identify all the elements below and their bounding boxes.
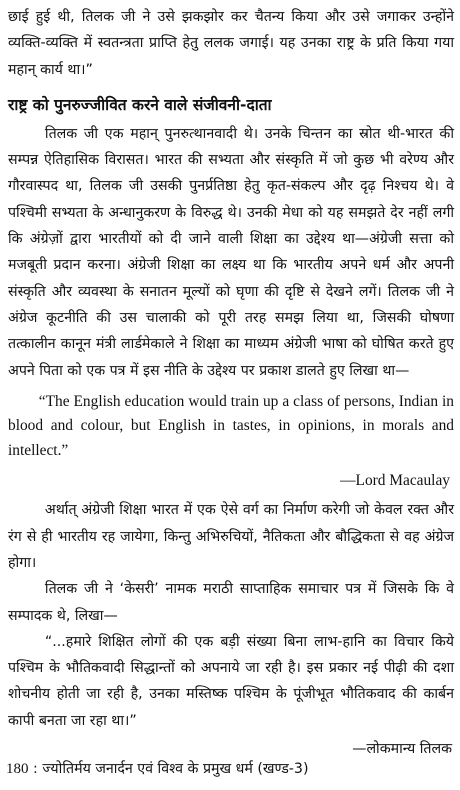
footer-separator: : bbox=[33, 761, 38, 777]
kesari-quote-paragraph: “...हमारे शिक्षित लोगों की एक बड़ी संख्या बिना लाभ-हानि का विचार किये पश्चिम के भौतिकवादी सिद्धान्तों को अपनाये जा रही है। इस प्रकार नई पीढ़ी की दशा शोचनीय होती जा रही है, उनका मस्तिष्क पश्चिम के पूंजीभूत भौतिकवाद की कार्बन कापी बनता जा रहा था।” bbox=[8, 633, 454, 729]
page-number: 180 bbox=[6, 761, 29, 777]
body-paragraph: तिलक जी एक महान् पुनरुत्थानवादी थे। उनके चिन्तन का स्रोत थी-भारत की सम्पन्न ऐतिहासिक विरासत। भारत की सभ्यता और संस्कृति में जो कुछ भी वरेण्य और गौरवास्पद था, तिलक जी उसकी पुनर्प्रतिष्ठा हेतु कृत-संकल्प और दृढ़ निश्चय थे। वे पश्चिमी सभ्यता के अन्धानुकरण के विरुद्ध थे। उनकी मेधा को यह समझते देर नहीं लगी कि अंग्रेज़ों द्वारा भारतीयों को दी जाने वाली शिक्षा का उद्देश्य था—अंग्रेजी सत्ता को मजबूती प्रदान करना। अंग्रेजी शिक्षा का लक्ष्य था कि भारतीय अपने धर्म और अपनी संस्कृति और व्यवस्था के सनातन मूल्यों को घृणा की दृष्टि से देखने लगें। तिलक जी ने अंग्रेज कूटनीति की उस चालाकी को पूरी तरह समझ लिया था, जिसकी घोषणा तत्कालीन कानून मंत्री लार्डमेकाले ने शिक्षा का माध्यम अंग्रेजी भाषा को घोषित करते हुए अपने पिता को एक पत्र में इस नीति के उद्देश्य पर प्रकाश डालते हुए लिखा था— bbox=[8, 125, 454, 379]
section-heading: राष्ट्र को पुनरुज्जीवित करने वाले संजीवनी-दाता bbox=[8, 95, 272, 114]
opening-paragraph: छाई हुई थी, तिलक जी ने उसे झकझोर कर चैतन्य किया और उसे जगाकर उन्होंने व्यक्ति-व्यक्ति में स्वतन्त्रता प्राप्ति हेतु ललक जगाई। यह उनका राष्ट्र के प्रति किया गया महान् कार्य था।” bbox=[8, 9, 454, 78]
page-footer bbox=[6, 758, 309, 780]
english-quote: “The English education would train up a class of persons, Indian in blood and colour, but English in tastes, in opinions, in morals and intellect.” bbox=[8, 392, 454, 459]
document-page bbox=[8, 4, 454, 762]
book-title: ज्योतिर्मय जनार्दन एवं विश्व के प्रमुख धर्म (खण्ड-3) bbox=[42, 761, 309, 777]
translation-paragraph: अर्थात् अंग्रेजी शिक्षा भारत में एक ऐसे वर्ग का निर्माण करेगी जो केवल रक्त और रंग से ही भारतीय रह जायेगा, किन्तु अभिरुचियों, नैतिकता और बौद्धिकता से वह अंग्रेज होगा। bbox=[8, 502, 454, 571]
spacer bbox=[8, 83, 454, 89]
kesari-intro-paragraph: तिलक जी ने ‘केसरी’ नामक मराठी साप्ताहिक समाचार पत्र में जिसके कि वे सम्पादक थे, लिखा— bbox=[8, 581, 454, 624]
quote-attribution: —Lord Macaulay bbox=[340, 472, 450, 490]
kesari-attribution: —लोकमान्य तिलक bbox=[352, 741, 452, 758]
